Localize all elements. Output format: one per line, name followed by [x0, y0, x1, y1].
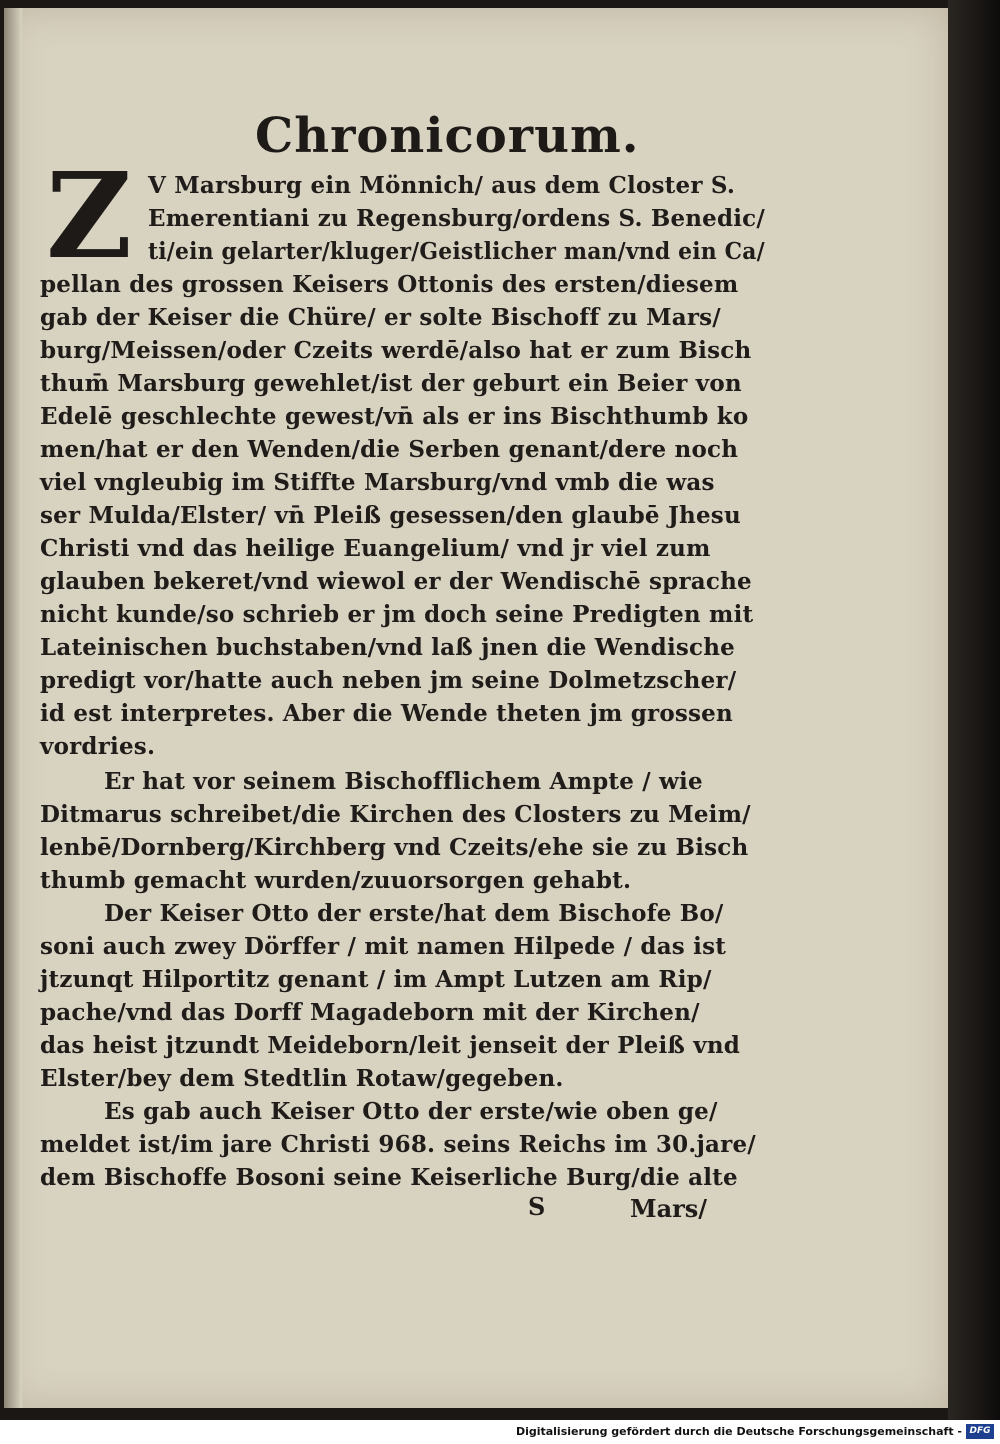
text-line: nicht kunde/so schrieb er jm doch seine Predigten mit — [40, 601, 754, 628]
text-line: das heist jtzundt Meideborn/leit jenseit der Pleiß vnd — [40, 1032, 741, 1059]
text-line: Edelē geschlechte gewest/vn̄ als er ins Bischthumb ko — [40, 403, 749, 430]
funding-credit: Digitalisierung gefördert durch die Deutsche Forschungsgemeinschaft - — [515, 1425, 962, 1438]
text-line: V Marsburg ein Mönnich/ aus dem Closter S. — [148, 172, 736, 199]
text-line: meldet ist/im jare Christi 968. seins Reichs im 30.jare/ — [40, 1131, 756, 1158]
text-line: ti/ein gelarter/kluger/Geistlicher man/vnd ein Ca/ — [148, 238, 765, 265]
catchword: Mars/ — [630, 1194, 708, 1223]
text-line: jtzunqt Hilportitz genant / im Ampt Lutzen am Rip/ — [40, 966, 712, 993]
text-line: ser Mulda/Elster/ vn̄ Pleiß gesessen/den glaubē Jhesu — [40, 502, 741, 529]
text-line: gab der Keiser die Chüre/ er solte Bischoff zu Mars/ — [40, 304, 721, 331]
text-line: Lateinischen buchstaben/vnd laß jnen die Wendische — [40, 634, 736, 661]
page-edge — [948, 0, 1000, 1420]
page-heading: Chronicorum. — [255, 108, 640, 164]
drop-cap-initial: Z — [46, 146, 133, 285]
text-line: pellan des grossen Keisers Ottonis des ersten/diesem — [40, 271, 739, 298]
text-line: Es gab auch Keiser Otto der erste/wie oben ge/ — [104, 1098, 718, 1125]
page-gutter-shadow — [4, 8, 22, 1408]
text-line: thum̄ Marsburg gewehlet/ist der geburt ein Beier von — [40, 370, 742, 397]
signature-mark: S — [528, 1192, 546, 1221]
text-line: Er hat vor seinem Bischofflichem Ampte / wie — [104, 768, 703, 795]
text-line: Christi vnd das heilige Euangelium/ vnd jr viel zum — [40, 535, 711, 562]
footer-bar — [0, 1420, 1000, 1444]
text-line: Der Keiser Otto der erste/hat dem Bischofe Bo/ — [104, 900, 724, 927]
text-line: id est interpretes. Aber die Wende theten jm grossen — [40, 700, 733, 727]
text-line: lenbē/Dornberg/Kirchberg vnd Czeits/ehe sie zu Bisch — [40, 834, 749, 861]
text-line: Ditmarus schreibet/die Kirchen des Closters zu Meim/ — [40, 801, 751, 828]
text-line: men/hat er den Wenden/die Serben genant/dere noch — [40, 436, 739, 463]
dfg-logo[interactable]: DFG — [966, 1424, 994, 1439]
text-line: thumb gemacht wurden/zuuorsorgen gehabt. — [40, 867, 632, 894]
text-line: glauben bekeret/vnd wiewol er der Wendischē sprache — [40, 568, 752, 595]
text-line: burg/Meissen/oder Czeits werdē/also hat er zum Bisch — [40, 337, 752, 364]
text-line: viel vngleubig im Stiffte Marsburg/vnd vmb die was — [40, 469, 715, 496]
text-line: Elster/bey dem Stedtlin Rotaw/gegeben. — [40, 1065, 564, 1092]
text-line: predigt vor/hatte auch neben jm seine Dolmetzscher/ — [40, 667, 737, 694]
text-line: pache/vnd das Dorff Magadeborn mit der Kirchen/ — [40, 999, 700, 1026]
text-line: vordries. — [40, 733, 156, 760]
text-line: soni auch zwey Dörffer / mit namen Hilpede / das ist — [40, 933, 727, 960]
text-line: Emerentiani zu Regensburg/ordens S. Benedic/ — [148, 205, 765, 232]
text-line: dem Bischoffe Bosoni seine Keiserliche Burg/die alte — [40, 1164, 738, 1191]
